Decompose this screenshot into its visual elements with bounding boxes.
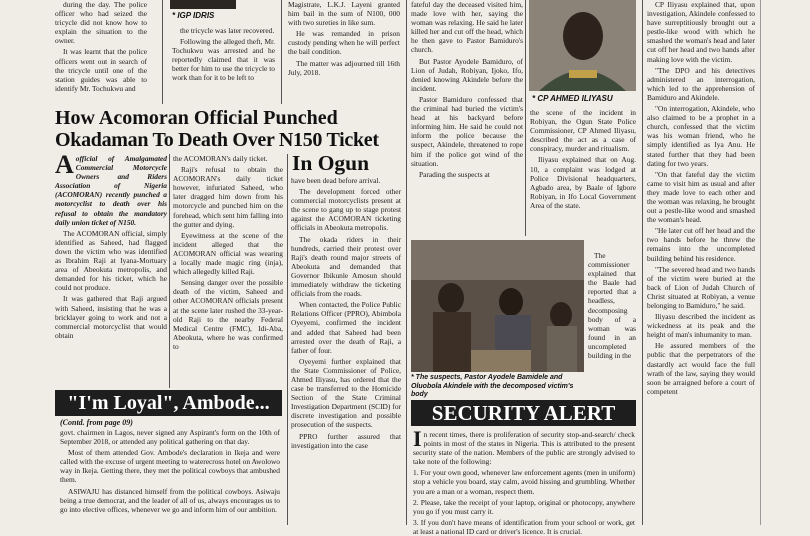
cp-caption: * CP AHMED ILIYASU (532, 94, 613, 103)
security-item: 1. For your own good, whenever law enforcement agents (men in uniform) stop a vehicle you board, stay calm, avoid hissing and grumbling. Whether you are a man or a woman, respect them. (413, 468, 635, 496)
story-column-1 (55, 150, 167, 388)
paragraph: Following the alleged theft, Mr. Tochukwu was arrested and he reportedly claimed that it was better for him to use the tricycle to work than for it to be left to (172, 37, 275, 83)
igp-photo (170, 0, 236, 9)
headline-line-3: In Ogun (292, 151, 370, 175)
paragraph: Iliyasu described the incident as wickedness at its peak and the height of man's inhumanity to man. (647, 312, 755, 340)
paragraph: The development forced other commercial motorcyclists present at the scene to gang up to stage protest against the ACOMORAN ticketing officials in Abeokuta metropolis. (291, 187, 401, 233)
paragraph: fateful day the deceased visited him, made love with her, saying the woman was relaxing. He said he later killed her and cut off the head, which he then gave to Pastor Bamiduro's church. (411, 0, 523, 55)
paragraph: Pastor Bamiduro confessed that the criminal had buried the victim's head at his backyard before informing him. He said he could not inform the police because the suspect, Akindele, threatened to rope him if the police got wind of the situation. (411, 94, 523, 168)
paragraph: ASIWAJU has distanced himself from the political cowboys. Asiwaju being a true democrat, and the leader of all of us, always encourages us to go into elective offices, whenever we go and inform him of our ambition. (60, 486, 280, 514)
paragraph: The okada riders in their hundreds, carried their protest over Raji's death round major streets of Abeokuta and demanded that Governor Ibikunle Amosun should immediately withdraw the ticketing officials from the roads. (291, 234, 401, 299)
loyal-text (60, 428, 280, 525)
paragraph: "On that fateful day the victim came to visit him as usual and after they made love to each other and the woman was relaxing, he brought out a pestle-like wood and smashed the woman's head. (647, 169, 755, 225)
suspects-caption: * The suspects, Pastor Ayodele Bamidele and Oluobola Akindele with the decomposed victim's body (411, 374, 574, 398)
top-column-3 (288, 0, 400, 104)
paragraph: the ACOMORAN's daily ticket. (173, 154, 268, 163)
paragraph: CP Iliyasu explained that, upon investigation, Akindele confessed to have surreptitiously brought out a pestle-like wood with which he smashed the woman's head and later cut off her head and two hands after making love with the victim. (647, 0, 755, 64)
cp-photo (529, 0, 636, 91)
acomoran-headline (55, 107, 405, 151)
headline-line-1: How Acomoran Official Punched (55, 107, 338, 129)
paragraph: He was remanded in prison custody pending when he will perfect the bail condition. (288, 29, 400, 57)
paragraph: Parading the suspects at (419, 169, 490, 179)
paragraph: "The DPO and his detectives administered an interrogation, which led to the apprehension of Bamiduro and Akindele. (647, 65, 755, 102)
top-column-1 (55, 0, 147, 104)
paragraph: during the day. The police officer who had seized the tricycle did not know how to explain the situation to the owner. (55, 0, 147, 46)
paragraph: the scene of the incident in Robiyan, the Ogun State Police Commissioner, CP Ahmed Iliyasu, described the act as a case of conspiracy, murder and ritualism. (530, 108, 636, 154)
paragraph: When contacted, the Police Public Relations Officer (PPRO), Abimbola Oyeyemi, confirmed the incident and added that Saheed had been arrested over the death of Raji, a father of four. (291, 300, 401, 355)
igp-caption: * IGP IDRIS (172, 11, 215, 20)
suspects-photo (411, 240, 584, 372)
top-column-2 (172, 26, 275, 105)
loyal-banner: "I'm Loyal", Ambode... (55, 390, 282, 416)
paragraph: "The severed head and two hands of the victim were buried at the back of Lion of Judah Church of Christ situated at Robiyan, a venue belonging to Bamiduro," he said. (647, 264, 755, 310)
paragraph: Most of them attended Gov. Ambode's declaration in Ikeja and were called with the excuse of urgent meeting to waterecross hotel on Awolowo way in Ikeja. Getting there, they met the political cowboys that ambushed them. (60, 448, 280, 485)
paragraph: PPRO further assured that investigation into the case (291, 431, 401, 450)
paragraph: "He later cut off her head and the two hands before he threw the remains into the uncompleted building behind his residence. (647, 226, 755, 263)
security-alert-banner: SECURITY ALERT (411, 400, 636, 426)
drop-cap: A (55, 150, 74, 179)
column-4 (411, 0, 523, 236)
security-item: 2. Please, take the receipt of your laptop, original or photocopy, anywhere you go if you must carry it. (413, 497, 635, 516)
story-column-3 (291, 176, 401, 525)
paragraph: It was learnt that the police officers went out in search of the tricycle until one of the station guides was able to identify Mr. Tochukwu and (55, 47, 147, 93)
paragraph: The ACOMORAN official, simply identified as Saheed, had flagged down the victim who was identified as Ibrahim Raji at Iyana-Mortuary area of Abeokuta metropolis, and demanded for his ticket, which he could not produce. (55, 228, 167, 293)
security-alert-body (413, 426, 635, 536)
paragraph: The matter was adjourned till 16th July, 2018. (288, 58, 400, 77)
security-item: 3. If you don't have means of identification from your school or work, get at least a national ID card or driver's licence. It is crucial. (413, 517, 635, 536)
security-drop-cap: I (413, 426, 422, 451)
suspects-photo-art (411, 240, 584, 372)
paragraph: "On interrogation, Akindele, who also claimed to be a prophet in a church, confessed that the victim was his woman friend, who he simply identified as Iya Anu. He stated further that they had been dating for two years. (647, 104, 755, 168)
column-5-narrow: The commissioner explained that the Baale had reported that a headless, decomposing body of a woman was found in an uncompleted building in the (588, 251, 636, 361)
column-5 (530, 108, 636, 256)
headline-line-2: Okadaman To Death Over N150 Ticket (55, 129, 379, 151)
story-column-2 (173, 154, 283, 388)
paragraph: Raji's refusal to obtain the ACOMORAN's daily ticket however, infuriated Saheed, who later dragged him down from his motorcycle and punched him on the forehead, which sent him falling into the gutter and dying. (173, 165, 283, 229)
security-intro: n recent times, there is proliferation of security stop-and-search/ check points in most of the states in Nigeria. This is attributed to the present security state of the nation. Members of the public are strongly advised to take note of the following: (413, 430, 635, 467)
paragraph: Iliyasu explained that on Aug. 10, a complaint was lodged at Police Divisional headquarters, Agbado area, by Baale of Igbore Robiyan, in Ifo Local Government Area of the state. (530, 155, 636, 210)
paragraph: He assured members of the public that the perpetrators of the dastardly act would face the full wrath of the law, saying they would soon be arraigned before a court of competent (647, 341, 755, 396)
paragraph: the tricycle was later recovered. (180, 26, 275, 35)
paragraph: govt. chairmen in Lagos, never signed any Aspirant's form on the 10th of September 2018, or attended any political gathering on that day. (60, 428, 280, 447)
paragraph: Sensing danger over the possible death of the victim, Saheed and other ACOMORAN officials present at the scene later rushed the 33-year-old Raji to the nearby Federal Medical Centre (FMC), Idi-Aba, Abeokuta, where he was confirmed to (173, 278, 283, 351)
story-lead: official of Amalgamated Commercial Motorcycle Owners and Riders Association of Nigeria (ACOMORAN) recently punched a motorcyclist to death over his refusal to obtain the mandatory daily union ticket of N150. (55, 154, 167, 227)
cp-photo-art (529, 0, 636, 91)
paragraph: Oyeyemi further explained that the State Commissioner of Police, Ahmed Iliyasu, has ordered that the case be transferred to the Homicide Section of the State Criminal Investigation Department (SCID) for discrete investigation and possible prosecution of the suspects. (291, 356, 401, 430)
loyal-contd: (Contd. from page 09) (60, 418, 133, 427)
paragraph: Eyewitness at the scene of the incident alleged that the ACOMORAN official was wearing a locally made magic ring (inja), which allegedly killed Raji. (173, 230, 283, 277)
paragraph: But Pastor Ayodele Bamiduro, of Lion of Judah, Robiyan, Ijoko, Ifo, denied knowing Akindele before the incident. (411, 56, 523, 93)
paragraph: Magistrate, L.K.J. Layeni granted him bail in the sum of N100, 000 with two sureties in like sum. (288, 0, 400, 28)
column-6 (647, 0, 755, 525)
paragraph: It was gathered that Raji argued with Saheed, insisting that he was a bricklayer going to work and not a commercial motorcyclist that would obtain (55, 294, 167, 340)
paragraph: have been dead before arrival. (291, 176, 381, 185)
